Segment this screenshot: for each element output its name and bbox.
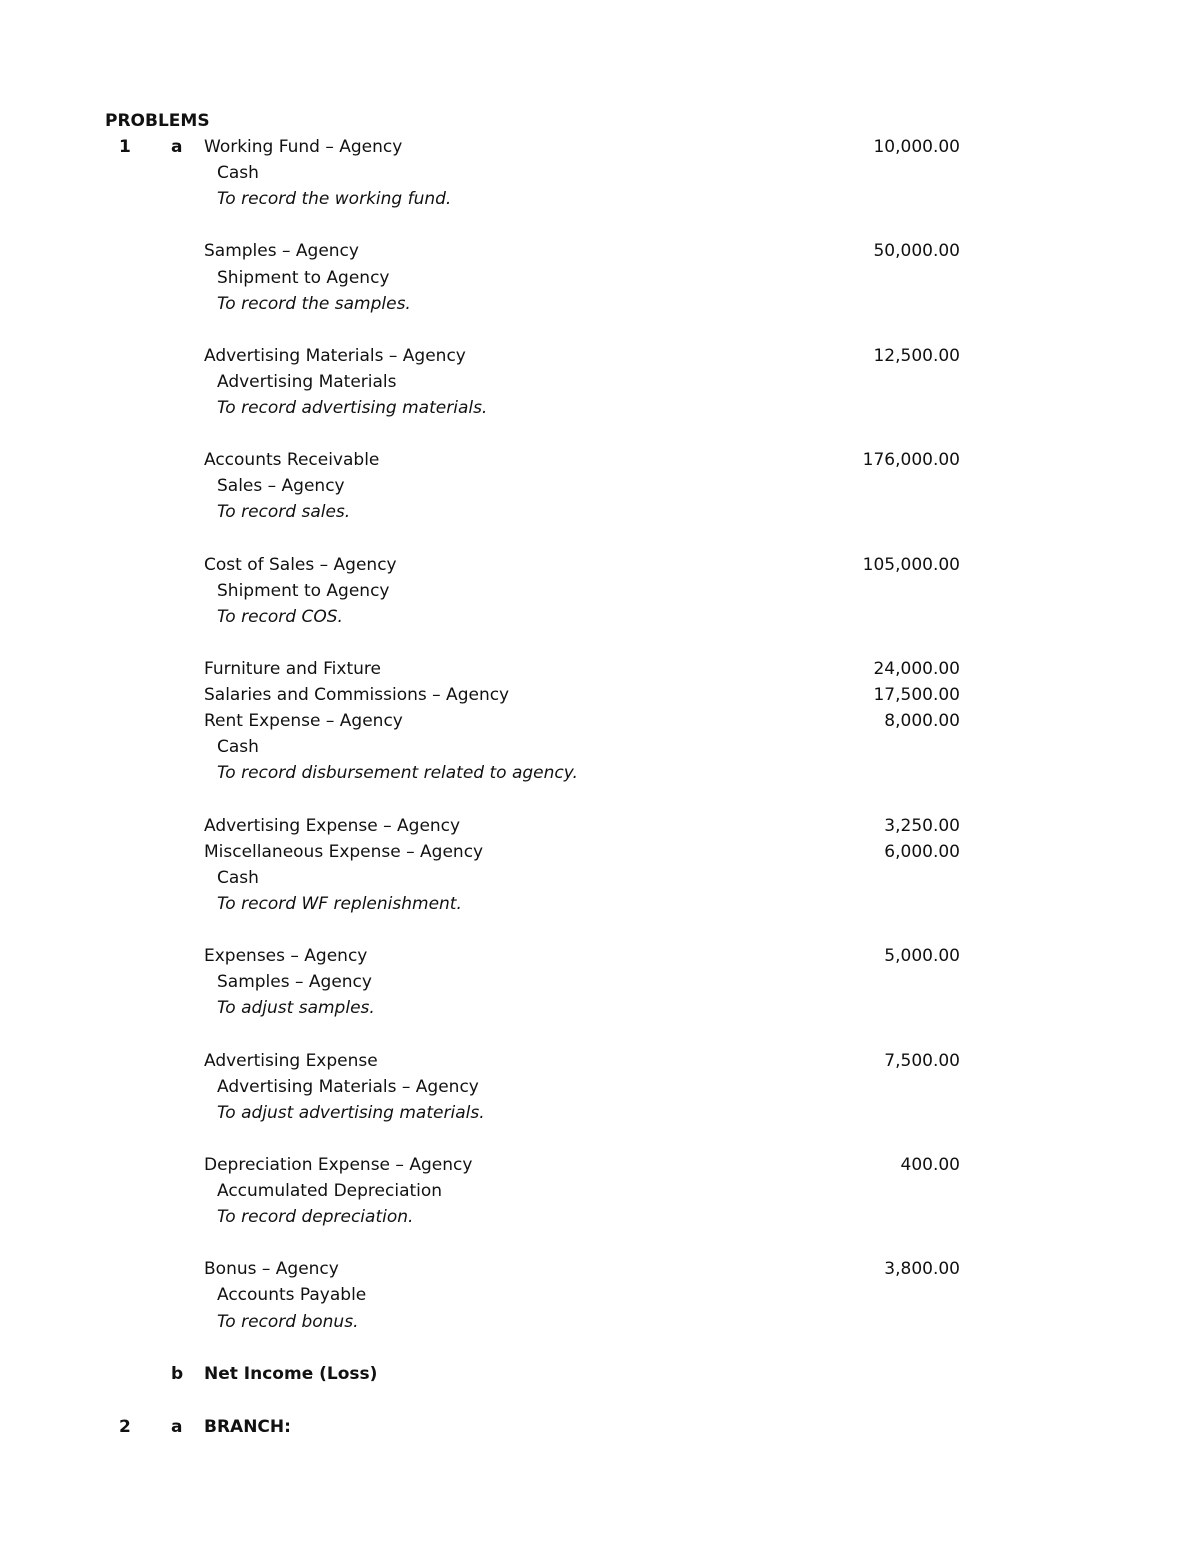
journal-debit-line	[0, 238, 1200, 264]
debit-amount: 10,000.00	[873, 137, 960, 157]
journal-memo-line	[0, 891, 1200, 917]
credit-account: Shipment to Agency	[217, 267, 390, 288]
journal-memo-line	[0, 186, 1200, 212]
journal-debit-line	[0, 343, 1200, 369]
debit-account: Miscellaneous Expense – Agency	[204, 841, 484, 862]
debit-amount: 105,000.00	[862, 554, 960, 575]
part-b-line	[0, 1361, 1200, 1387]
journal-debit-line	[0, 552, 1200, 578]
debit-amount: 6,000.00	[884, 841, 960, 862]
debit-account: Bonus – Agency	[204, 1259, 339, 1280]
debit-amount: 400.00	[900, 1154, 960, 1175]
journal-debit-line	[0, 682, 1200, 708]
journal-credit-line	[0, 1178, 1200, 1204]
debit-account: Advertising Expense – Agency	[204, 815, 461, 836]
journal-memo-line	[0, 604, 1200, 630]
debit-amount: 3,250.00	[884, 815, 960, 836]
credit-account: Advertising Materials	[217, 371, 397, 392]
entry-memo: To record disbursement related to agency.	[217, 763, 578, 784]
debit-amount: 176,000.00	[862, 450, 960, 471]
debit-account: Cost of Sales – Agency	[204, 554, 397, 575]
debit-account: Accounts Receivable	[204, 450, 380, 471]
credit-account: Accounts Payable	[217, 1285, 367, 1306]
debit-account: Samples – Agency	[204, 241, 359, 262]
entry-memo: To record the working fund.	[217, 189, 452, 210]
entry-memo: To record depreciation.	[217, 1207, 414, 1228]
journal-credit-line	[0, 865, 1200, 891]
journal-memo-line	[0, 291, 1200, 317]
debit-amount: 12,500.00	[873, 345, 960, 366]
entry-memo: To record COS.	[217, 606, 343, 627]
debit-amount: 17,500.00	[873, 685, 960, 706]
journal-debit-line	[0, 447, 1200, 473]
credit-account: Cash	[217, 737, 259, 758]
debit-amount: 3,800.00	[884, 1259, 960, 1280]
entry-memo: To record sales.	[217, 502, 351, 523]
journal-debit-line	[0, 1152, 1200, 1178]
journal-memo-line	[0, 760, 1200, 786]
entry-memo: To record advertising materials.	[217, 398, 488, 418]
debit-amount: 50,000.00	[873, 241, 960, 262]
debit-account: Rent Expense – Agency	[204, 711, 403, 732]
journal-memo-line	[0, 499, 1200, 525]
problem-2-number: 2	[119, 1417, 131, 1437]
debit-amount: 5,000.00	[884, 946, 960, 967]
debit-account: Working Fund – Agency	[204, 137, 403, 157]
credit-account: Cash	[217, 163, 259, 184]
journal-credit-line	[0, 969, 1200, 995]
entry-memo: To record the samples.	[217, 293, 411, 314]
debit-amount: 24,000.00	[873, 659, 960, 679]
credit-account: Cash	[217, 867, 259, 888]
branch-label: BRANCH:	[204, 1417, 291, 1437]
problem-2-part-a-letter: a	[171, 1417, 183, 1437]
entry-memo: To record bonus.	[217, 1311, 359, 1332]
debit-account: Advertising Expense	[204, 1050, 378, 1071]
journal-memo-line	[0, 1309, 1200, 1335]
debit-amount: 8,000.00	[884, 711, 960, 732]
journal-credit-line	[0, 160, 1200, 186]
part-a-letter: a	[171, 137, 183, 157]
journal-memo-line	[0, 1204, 1200, 1230]
debit-account: Furniture and Fixture	[204, 659, 381, 679]
part-b-letter: b	[171, 1364, 184, 1384]
credit-account: Shipment to Agency	[217, 580, 390, 601]
journal-debit-line	[0, 1256, 1200, 1282]
journal-credit-line	[0, 1282, 1200, 1308]
journal-debit-line	[0, 839, 1200, 865]
credit-account: Samples – Agency	[217, 972, 372, 993]
net-income-label: Net Income (Loss)	[204, 1364, 378, 1384]
journal-credit-line	[0, 369, 1200, 395]
journal-debit-line	[0, 708, 1200, 734]
journal-debit-line	[0, 134, 1200, 160]
journal-memo-line	[0, 995, 1200, 1021]
journal-debit-line	[0, 813, 1200, 839]
debit-account: Depreciation Expense – Agency	[204, 1154, 473, 1175]
journal-debit-line	[0, 1048, 1200, 1074]
entry-memo: To adjust samples.	[217, 998, 375, 1019]
problem-1-number: 1	[119, 137, 131, 157]
credit-account: Accumulated Depreciation	[217, 1181, 443, 1201]
entry-memo: To adjust advertising materials.	[217, 1102, 485, 1123]
journal-credit-line	[0, 578, 1200, 604]
problems-heading: PROBLEMS	[105, 111, 210, 131]
journal-credit-line	[0, 473, 1200, 499]
credit-account: Sales – Agency	[217, 476, 345, 497]
journal-credit-line	[0, 1074, 1200, 1100]
problem-2-line	[0, 1414, 1200, 1440]
debit-amount: 7,500.00	[884, 1050, 960, 1071]
debit-account: Salaries and Commissions – Agency	[204, 685, 510, 706]
entry-memo: To record WF replenishment.	[217, 893, 462, 914]
journal-debit-line	[0, 943, 1200, 969]
heading-line	[0, 108, 1200, 134]
credit-account: Advertising Materials – Agency	[217, 1076, 479, 1097]
journal-credit-line	[0, 265, 1200, 291]
debit-account: Expenses – Agency	[204, 946, 368, 967]
journal-memo-line	[0, 1100, 1200, 1126]
journal-debit-line	[0, 656, 1200, 682]
debit-account: Advertising Materials – Agency	[204, 345, 466, 366]
journal-memo-line	[0, 395, 1200, 421]
journal-credit-line	[0, 734, 1200, 760]
